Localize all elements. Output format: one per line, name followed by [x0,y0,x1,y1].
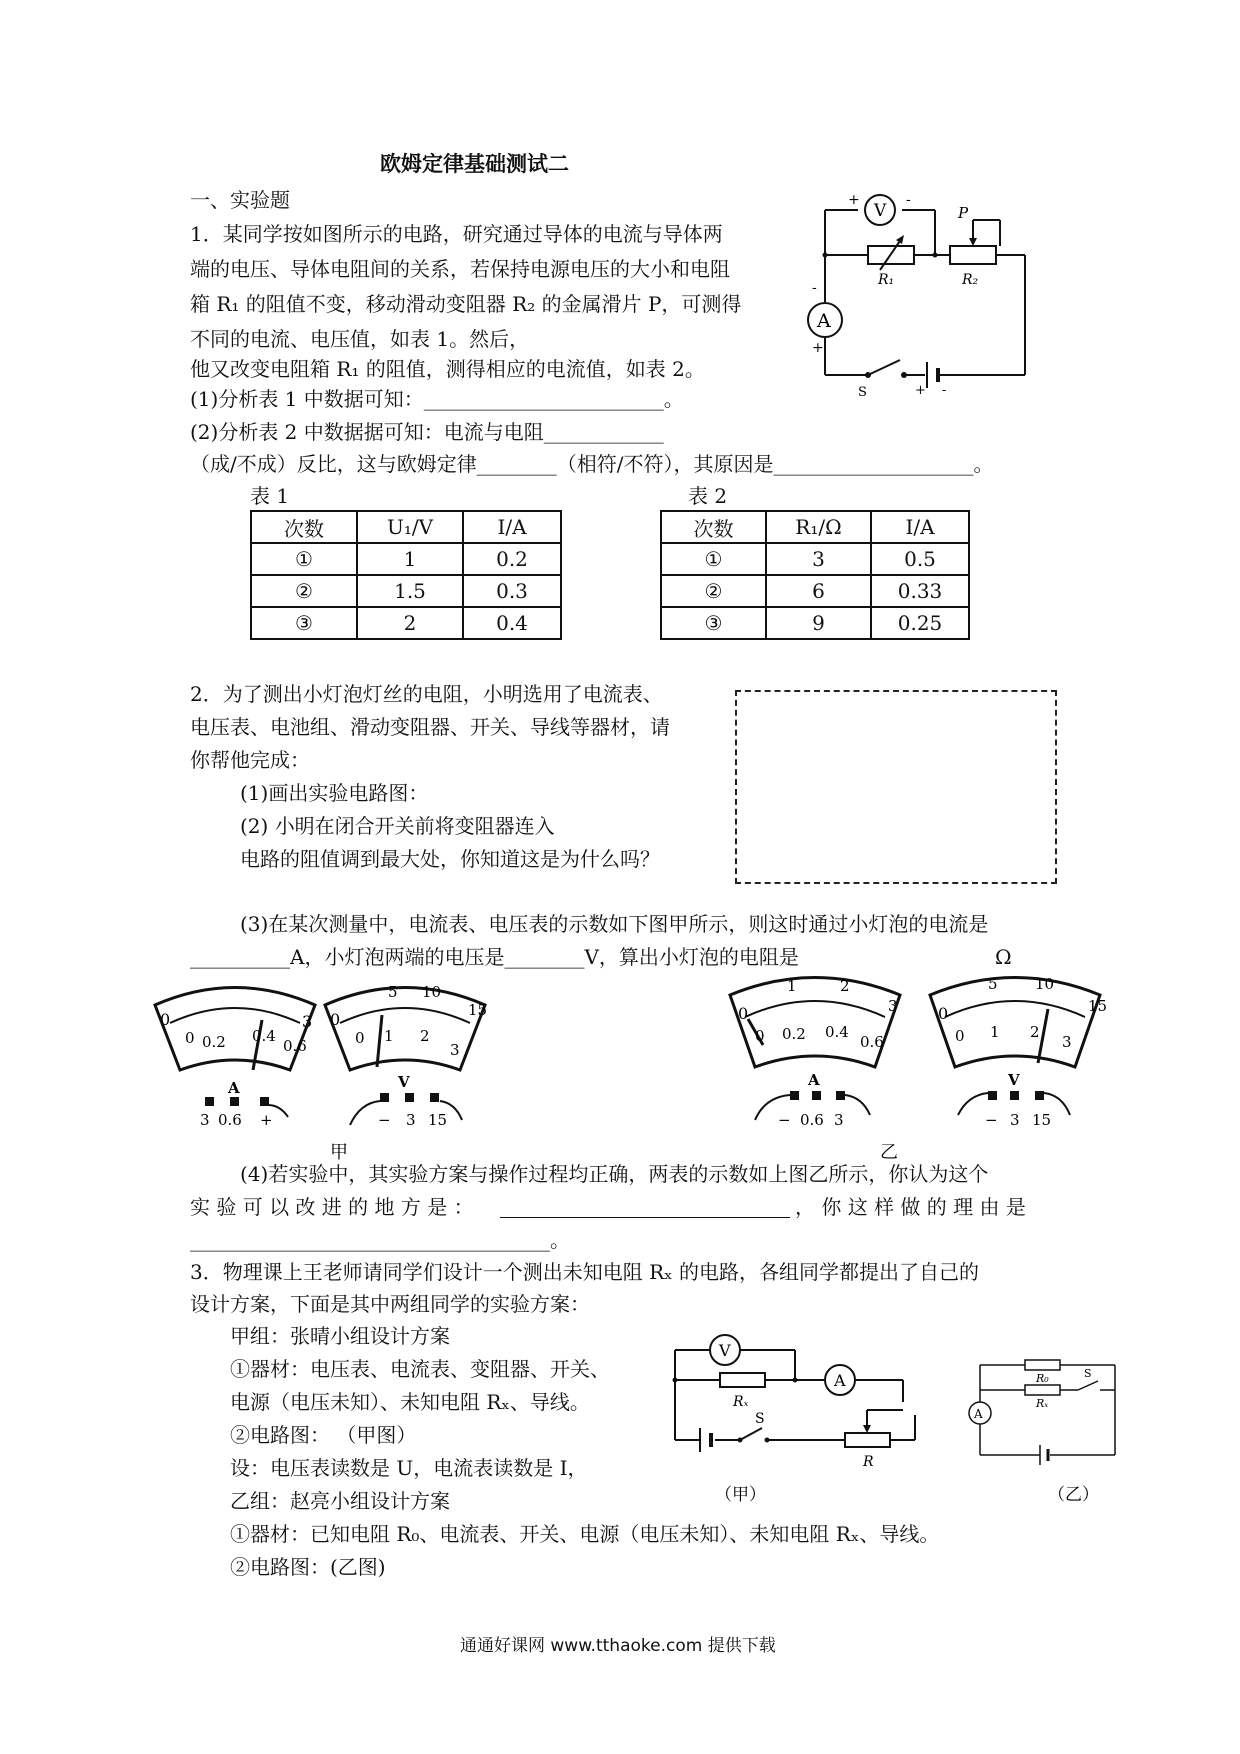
svg-text:3: 3 [834,1111,844,1129]
svg-text:−: − [985,1111,998,1129]
svg-text:0.2: 0.2 [202,1033,226,1051]
q2-part-2: (2) 小明在闭合开关前将变阻器连入 [240,814,555,838]
q2-part-2-cont: 电路的阻值调到最大处，你知道这是为什么吗？ [240,847,660,871]
svg-text:0.2: 0.2 [782,1025,806,1043]
svg-text:2: 2 [420,1027,430,1045]
table-1 [250,510,562,640]
svg-text:3: 3 [200,1111,210,1129]
q1-part-2[interactable]: (2)分析表 2 中数据据可知：电流与电阻____________ [190,420,664,444]
q2-line-1: 2．为了测出小灯泡灯丝的电阻，小明选用了电流表、 [190,682,663,706]
q2-line-2: 电压表、电池组、滑动变阻器、开关、导线等器材，请 [190,715,670,739]
svg-text:0: 0 [938,1004,949,1023]
svg-text:0: 0 [355,1029,365,1047]
svg-text:5: 5 [988,975,998,993]
voltmeter-yi [930,975,1107,1129]
svg-text:3: 3 [888,997,898,1015]
q3-line-1: 3．物理课上王老师请同学们设计一个测出未知电阻 Rₓ 的电路，各组同学都提出了自己的 [190,1260,979,1284]
ammeter-yi [730,977,900,1129]
table-row: ③ 9 0.25 [661,607,969,639]
circuit-drawing-box[interactable] [735,690,1057,884]
svg-text:-: - [942,383,947,398]
q3-jia-2: ①器材：电压表、电流表、变阻器、开关、 [230,1357,610,1381]
svg-text:1: 1 [787,977,797,995]
svg-text:0: 0 [955,1027,965,1045]
svg-text:0.6: 0.6 [800,1111,824,1129]
table-row: ① 3 0.5 [661,543,969,575]
svg-text:Rₓ: Rₓ [1036,1397,1049,1410]
svg-text:10: 10 [422,983,442,1001]
svg-text:+: + [812,340,824,356]
table-row: ③ 2 0.4 [251,607,561,639]
svg-text:5: 5 [388,983,398,1001]
q1-v-label: V [874,201,887,221]
q1-circuit-diagram [800,180,1050,400]
q1-line-5: 他又改变电阻箱 R₁ 的阻值，测得相应的电流值，如表 2。 [190,357,705,381]
svg-text:3: 3 [406,1111,416,1129]
q1-line-4: 不同的电流、电压值，如表 1。然后， [190,327,530,351]
svg-text:3: 3 [450,1041,460,1059]
svg-text:2: 2 [840,977,850,995]
q2-line-3: 你帮他完成： [190,748,310,772]
ammeter-jia [155,988,315,1130]
svg-text:R: R [863,1454,874,1470]
svg-text:0: 0 [738,1004,749,1023]
svg-text:0.6: 0.6 [860,1033,884,1051]
q3-line-2: 设计方案，下面是其中两组同学的实验方案： [190,1292,590,1316]
q3-yi-1: 乙组：赵亮小组设计方案 [230,1489,450,1513]
q1-line-3: 箱 R₁ 的阻值不变，移动滑动变阻器 R₂ 的金属滑片 P，可测得 [190,292,742,316]
svg-text:-: - [906,192,911,208]
svg-text:10: 10 [1035,975,1055,993]
svg-text:15: 15 [428,1111,448,1129]
meters-jia-label: 甲 [330,1142,348,1163]
svg-text:V: V [398,1073,410,1091]
meters-figure [150,975,1120,1165]
q2-part-4-cont-c[interactable]: ____________________________________。 [190,1228,570,1252]
svg-text:−: − [378,1111,391,1129]
svg-text:0: 0 [755,1027,765,1045]
table1-caption: 表 1 [250,484,290,508]
q1-part-2-cont[interactable]: （成/不成）反比，这与欧姆定律________（相符/不符），其原因是____________________。 [190,452,994,476]
svg-text:15: 15 [1088,997,1108,1015]
svg-text:0.4: 0.4 [825,1023,849,1041]
svg-text:S: S [755,1411,765,1427]
q1-line-1: 1．某同学按如图所示的电路，研究通过导体的电流与导体两 [190,222,723,246]
ohm-unit: Ω [995,945,1012,969]
table-row: ① 1 0.2 [251,543,561,575]
page-title: 欧姆定律基础测试二 [380,152,569,176]
table-row: ② 6 0.33 [661,575,969,607]
svg-text:0: 0 [185,1029,195,1047]
svg-text:1: 1 [384,1027,394,1045]
fig-jia-label: （甲） [715,1485,766,1505]
q1-s-label: S [858,385,867,400]
svg-text:2: 2 [1030,1023,1040,1041]
q2-part-4-blank[interactable] [500,1217,790,1218]
svg-text:Rₓ: Rₓ [733,1394,749,1410]
svg-text:0: 0 [160,1010,171,1029]
svg-text:A: A [834,1371,846,1390]
table-row: ② 1.5 0.3 [251,575,561,607]
q2-part-4-cont-a: 实 验 可 以 改 进 的 地 方 是 ： [190,1195,474,1219]
meters-yi-label: 乙 [880,1142,898,1163]
q2-part-3-cont[interactable]: __________A，小灯泡两端的电压是________V，算出小灯泡的电阻是 [190,945,799,969]
table-row: 次数 R₁/Ω I/A [661,511,969,543]
svg-text:+: + [915,383,926,398]
svg-text:0.4: 0.4 [252,1027,276,1045]
svg-text:1: 1 [990,1023,1000,1041]
svg-text:0.6: 0.6 [283,1037,307,1055]
q3-jia-1: 甲组：张晴小组设计方案 [230,1324,450,1348]
table-2 [660,510,970,640]
q1-r1-label: R₁ [878,272,895,288]
q2-part-4: (4)若实验中，其实验方案与操作过程均正确，两表的示数如上图乙所示，你认为这个 [240,1162,989,1186]
q1-line-2: 端的电压、导体电阻间的关系，若保持电源电压的大小和电阻 [190,257,730,281]
svg-text:3: 3 [302,1012,313,1031]
svg-text:3: 3 [1062,1033,1072,1051]
svg-text:3: 3 [1010,1111,1020,1129]
svg-text:−: − [778,1111,791,1129]
svg-text:V: V [719,1341,731,1360]
q1-p-label: P [958,204,969,222]
q3-jia-4: ②电路图： （甲图） [230,1423,417,1447]
svg-text:A: A [228,1079,240,1097]
q1-a-label: A [817,310,831,332]
svg-text:A: A [808,1071,820,1089]
svg-text:0.6: 0.6 [218,1111,242,1129]
q2-part-1: (1)画出实验电路图： [240,781,429,805]
section-heading: 一、实验题 [190,188,290,212]
svg-text:A: A [974,1407,983,1421]
svg-text:R₀: R₀ [1036,1372,1049,1385]
q2-part-4-cont-b: ， 你 这 样 做 的 理 由 是 [795,1195,1026,1219]
table-row: 次数 U₁/V I/A [251,511,561,543]
table2-caption: 表 2 [688,484,728,508]
voltmeter-jia [325,983,487,1129]
svg-text:15: 15 [468,1001,488,1019]
svg-text:15: 15 [1032,1111,1052,1129]
footer-text: 通通好课网 www.tthaoke.com 提供下载 [460,1636,776,1656]
svg-text:0: 0 [330,1010,341,1029]
q1-part-1[interactable]: (1)分析表 1 中数据可知：________________________。 [190,387,684,411]
q2-part-3: (3)在某次测量中，电流表、电压表的示数如下图甲所示，则这时通过小灯泡的电流是 [240,912,989,936]
q3-jia-3: 电源（电压未知）、未知电阻 Rₓ、导线。 [230,1390,590,1414]
q3-jia-5: 设：电压表读数是 U，电流表读数是 I， [230,1456,588,1480]
svg-text:S: S [1084,1367,1092,1380]
svg-text:+: + [260,1111,273,1129]
q1-r2-label: R₂ [962,272,979,288]
svg-text:-: - [812,280,817,296]
q3-yi-2: ①器材：已知电阻 R₀、电流表、开关、电源（电压未知）、未知电阻 Rₓ、导线。 [230,1522,940,1546]
q3-circuit-jia [655,1330,940,1505]
svg-text:+: + [848,192,860,208]
q3-circuit-yi [960,1345,1150,1505]
fig-yi-label: （乙） [1048,1485,1099,1505]
svg-text:V: V [1008,1071,1020,1089]
q3-yi-3: ②电路图：(乙图) [230,1555,386,1579]
